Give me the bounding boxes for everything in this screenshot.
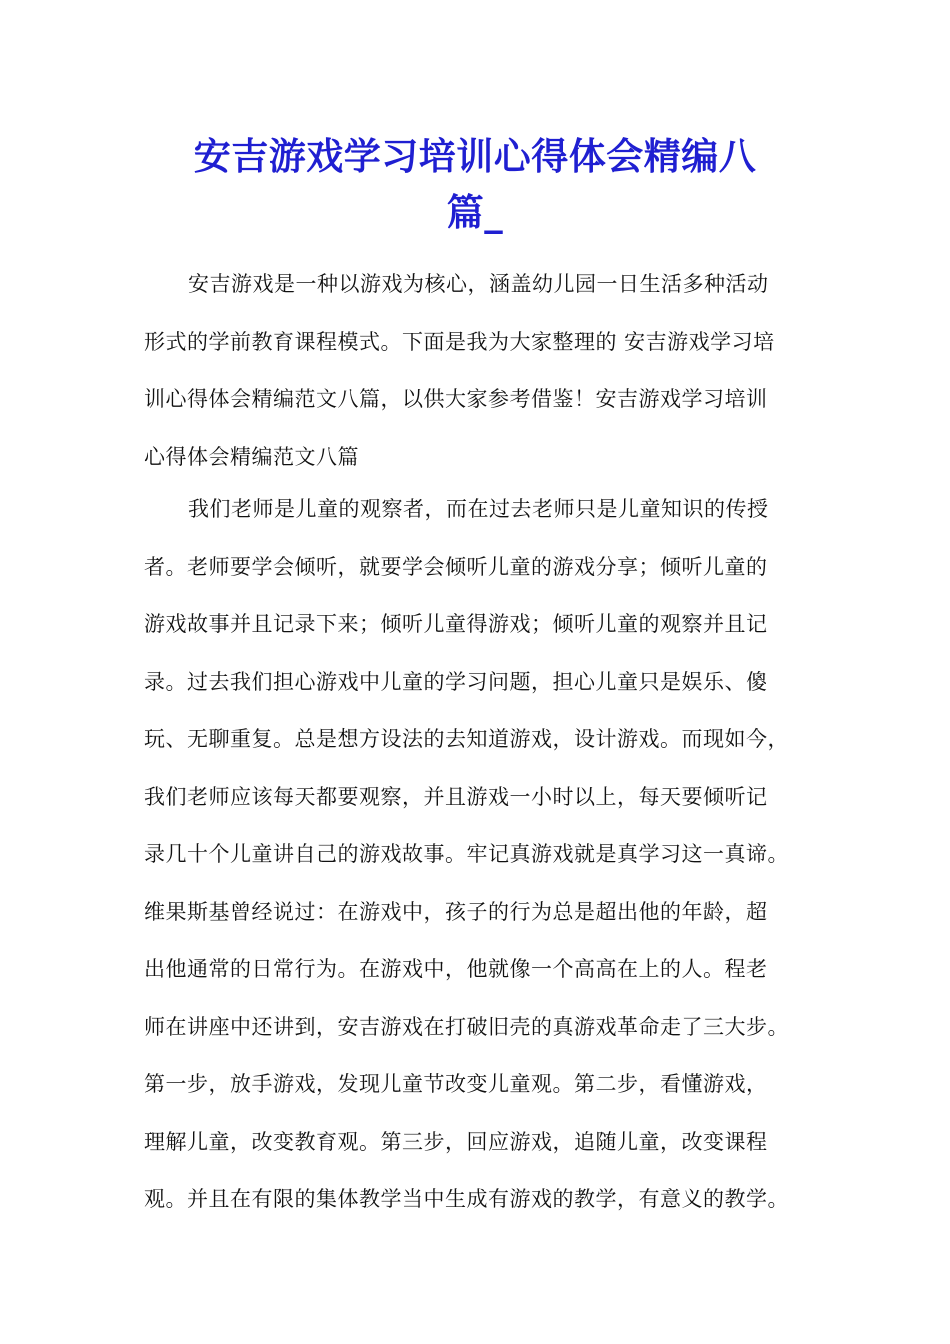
paragraph-line: 出他通常的日常行为。在游戏中，他就像一个高高在上的人。程老 xyxy=(144,957,768,981)
paragraph-line: 形式的学前教育课程模式。下面是我为大家整理的 安吉游戏学习培 xyxy=(144,329,775,354)
title-line-1: 安吉游戏学习培训心得体会精编八 xyxy=(193,134,757,178)
paragraph-line: 录。过去我们担心游戏中儿童的学习问题，担心儿童只是娱乐、傻 xyxy=(144,669,768,694)
paragraph-line: 理解儿童，改变教育观。第三步，回应游戏，追随儿童，改变课程 xyxy=(144,1129,768,1154)
paragraph-body xyxy=(144,481,814,1229)
paragraph-line: 心得体会精编范文八篇 xyxy=(144,444,359,469)
paragraph-line: 安吉游戏是一种以游戏为核心，涵盖幼儿园一日生活多种活动 xyxy=(188,272,769,296)
paragraph-line: 我们老师是儿童的观察者，而在过去老师只是儿童知识的传授 xyxy=(188,497,769,521)
paragraph-line: 第一步，放手游戏，发现儿童节改变儿童观。第二步，看懂游戏， xyxy=(144,1072,768,1096)
document-title xyxy=(140,128,810,240)
paragraph-line: 游戏故事并且记录下来；倾听儿童得游戏；倾听儿童的观察并且记 xyxy=(144,612,768,636)
paragraph-line: 者。老师要学会倾听，就要学会倾听儿童的游戏分享；倾听儿童的 xyxy=(144,554,768,579)
paragraph-line: 玩、无聊重复。总是想方设法的去知道游戏，设计游戏。而现如今， xyxy=(144,727,789,751)
paragraph-intro xyxy=(144,256,814,486)
paragraph-line: 我们老师应该每天都要观察，并且游戏一小时以上，每天要倾听记 xyxy=(144,784,768,809)
paragraph-line: 训心得体会精编范文八篇，以供大家参考借鉴！安吉游戏学习培训 xyxy=(144,387,768,411)
paragraph-line: 录几十个儿童讲自己的游戏故事。牢记真游戏就是真学习这一真谛。 xyxy=(144,842,789,866)
paragraph-line: 观。并且在有限的集体教学当中生成有游戏的教学，有意义的教学。 xyxy=(144,1187,789,1211)
paragraph-line: 维果斯基曾经说过：在游戏中，孩子的行为总是超出他的年龄，超 xyxy=(144,899,768,924)
paragraph-line: 师在讲座中还讲到，安吉游戏在打破旧壳的真游戏革命走了三大步。 xyxy=(144,1014,789,1039)
title-line-2: 篇_ xyxy=(446,190,504,234)
